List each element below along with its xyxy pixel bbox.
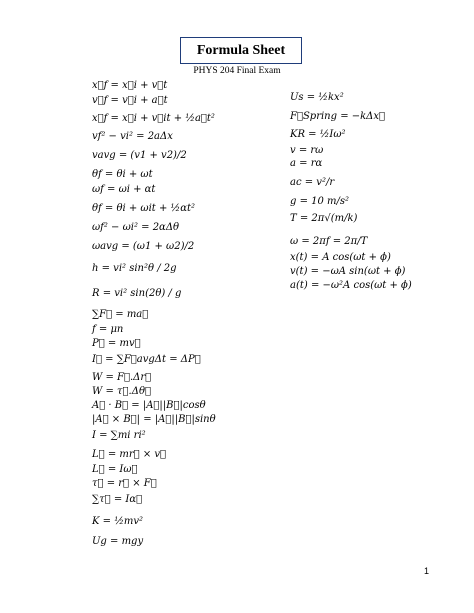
page-title: Formula Sheet <box>196 42 286 58</box>
formula: θf = θi + ωit + ½αt² <box>92 203 195 214</box>
formula: vf² − vi² = 2aΔx <box>92 131 173 142</box>
formula: L⃗ = mr⃗ × v⃗ <box>92 449 167 460</box>
formula: A⃗ · B⃗ = |A⃗||B⃗|cosθ <box>92 400 206 411</box>
formula: ∑τ⃗ = Iα⃗ <box>92 494 143 505</box>
formula: L⃗ = Iω⃗ <box>92 464 138 475</box>
formula: h = vi² sin²θ / 2g <box>92 263 177 274</box>
formula: W = τ⃗.Δθ⃗ <box>92 386 151 397</box>
page-subtitle: PHYS 204 Final Exam <box>193 66 281 76</box>
formula: KR = ½Iω² <box>290 129 346 140</box>
formula: ∑F⃗ = ma⃗ <box>92 309 149 320</box>
formula: x⃗f = x⃗i + v⃗t <box>92 80 168 91</box>
right-formula-column <box>290 80 460 300</box>
formula: R = vi² sin(2θ) / g <box>92 288 182 299</box>
formula: v⃗f = v⃗i + a⃗t <box>92 95 168 106</box>
formula: x⃗f = x⃗i + v⃗it + ½a⃗t² <box>92 113 215 124</box>
formula: vavg = (v1 + v2)/2 <box>92 150 187 161</box>
page-number: 1 <box>424 566 430 576</box>
formula: I = ∑mi ri² <box>92 430 146 441</box>
formula: a = rα <box>290 158 323 169</box>
formula: ωavg = (ω1 + ω2)/2 <box>92 241 195 252</box>
formula: θf = θi + ωt <box>92 169 153 180</box>
formula: x(t) = A cos(ωt + ϕ) <box>290 252 391 263</box>
formula: W = F⃗.Δr⃗ <box>92 372 152 383</box>
formula: Us = ½kx² <box>290 92 344 103</box>
formula: τ⃗ = r⃗ × F⃗ <box>92 478 157 489</box>
formula: ωf² − ωi² = 2αΔθ <box>92 222 180 233</box>
formula: a(t) = −ω²A cos(ωt + ϕ) <box>290 280 412 291</box>
formula: P⃗ = mv⃗ <box>92 338 141 349</box>
formula: I⃗ = ∑F⃗avgΔt = ΔP⃗ <box>92 354 201 365</box>
formula: Ug = mgy <box>92 536 144 547</box>
formula: K = ½mv² <box>92 516 144 527</box>
formula: T = 2π√(m/k) <box>290 213 358 224</box>
formula: g = 10 m/s² <box>290 196 350 207</box>
left-formula-column <box>92 80 282 560</box>
formula: f = μn <box>92 324 124 335</box>
formula: ac = v²/r <box>290 177 335 188</box>
formula: ωf = ωi + αt <box>92 184 156 195</box>
formula: v = rω <box>290 145 324 156</box>
formula: v(t) = −ωA sin(ωt + ϕ) <box>290 266 406 277</box>
formula: |A⃗ × B⃗| = |A⃗||B⃗|sinθ <box>92 414 216 425</box>
title-box <box>180 37 302 64</box>
formula: F⃗Spring = −kΔx⃗ <box>290 111 386 122</box>
formula: ω = 2πf = 2π/T <box>290 236 368 247</box>
